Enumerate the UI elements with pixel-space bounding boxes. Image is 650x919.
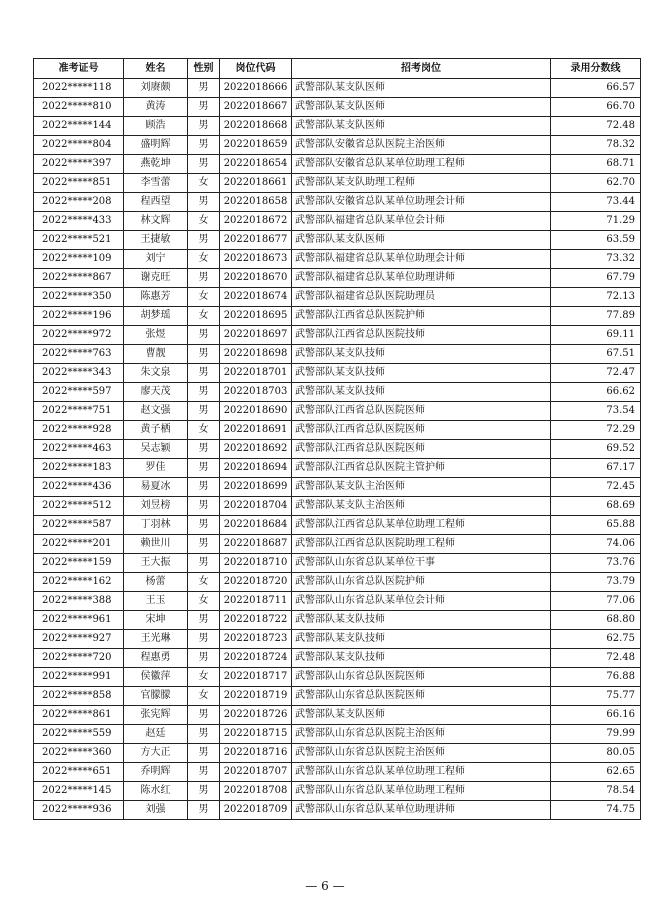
position-code-cell: 2022018672 — [220, 212, 292, 231]
gender-cell: 女 — [188, 668, 220, 687]
gender-cell: 男 — [188, 440, 220, 459]
position-code-cell: 2022018709 — [220, 801, 292, 820]
position-code-cell: 2022018697 — [220, 326, 292, 345]
page-number: — 6 — — [305, 879, 345, 893]
name-cell: 官朦朦 — [124, 687, 188, 706]
name-cell: 赵廷 — [124, 725, 188, 744]
gender-cell: 女 — [188, 288, 220, 307]
score-cell: 66.70 — [551, 98, 641, 117]
position-code-cell: 2022018722 — [220, 611, 292, 630]
name-cell: 王光琳 — [124, 630, 188, 649]
position-code-cell: 2022018674 — [220, 288, 292, 307]
header-name: 姓名 — [124, 59, 188, 79]
gender-cell: 女 — [188, 250, 220, 269]
position-cell: 武警部队福建省总队某单位会计师 — [292, 212, 551, 231]
score-cell: 74.75 — [551, 801, 641, 820]
table-row — [34, 592, 641, 611]
gender-cell: 男 — [188, 763, 220, 782]
table-row — [34, 288, 641, 307]
name-cell: 林文辉 — [124, 212, 188, 231]
score-cell: 77.06 — [551, 592, 641, 611]
position-code-cell: 2022018659 — [220, 136, 292, 155]
exam-id-cell: 2022*****559 — [34, 725, 124, 744]
table-row — [34, 763, 641, 782]
position-cell: 武警部队山东省总队某单位助理讲师 — [292, 801, 551, 820]
gender-cell: 男 — [188, 725, 220, 744]
score-cell: 67.17 — [551, 459, 641, 478]
table-row — [34, 193, 641, 212]
name-cell: 罗佳 — [124, 459, 188, 478]
name-cell: 廖天茂 — [124, 383, 188, 402]
table-row — [34, 459, 641, 478]
position-code-cell: 2022018687 — [220, 535, 292, 554]
exam-id-cell: 2022*****521 — [34, 231, 124, 250]
gender-cell: 男 — [188, 535, 220, 554]
position-code-cell: 2022018698 — [220, 345, 292, 364]
name-cell: 王大振 — [124, 554, 188, 573]
name-cell: 胡梦瑶 — [124, 307, 188, 326]
position-cell: 武警部队江西省总队医院医师 — [292, 402, 551, 421]
exam-id-cell: 2022*****720 — [34, 649, 124, 668]
table-row — [34, 269, 641, 288]
position-cell: 武警部队山东省总队医院主治医师 — [292, 744, 551, 763]
gender-cell: 男 — [188, 155, 220, 174]
position-code-cell: 2022018724 — [220, 649, 292, 668]
table-row — [34, 535, 641, 554]
gender-cell: 男 — [188, 402, 220, 421]
position-cell: 武警部队某支队技师 — [292, 383, 551, 402]
score-cell: 68.69 — [551, 497, 641, 516]
gender-cell: 男 — [188, 98, 220, 117]
table-row — [34, 573, 641, 592]
exam-id-cell: 2022*****360 — [34, 744, 124, 763]
name-cell: 刘强 — [124, 801, 188, 820]
name-cell: 赖世川 — [124, 535, 188, 554]
table-row — [34, 326, 641, 345]
table-row — [34, 497, 641, 516]
position-code-cell: 2022018661 — [220, 174, 292, 193]
name-cell: 黄子栖 — [124, 421, 188, 440]
score-cell: 72.13 — [551, 288, 641, 307]
position-cell: 武警部队某支队技师 — [292, 364, 551, 383]
position-cell: 武警部队江西省总队医院护师 — [292, 307, 551, 326]
name-cell: 乔明辉 — [124, 763, 188, 782]
name-cell: 杨蕾 — [124, 573, 188, 592]
table-row — [34, 668, 641, 687]
exam-id-cell: 2022*****991 — [34, 668, 124, 687]
position-cell: 武警部队山东省总队医院医师 — [292, 668, 551, 687]
name-cell: 侯徽萍 — [124, 668, 188, 687]
position-code-cell: 2022018694 — [220, 459, 292, 478]
exam-id-cell: 2022*****162 — [34, 573, 124, 592]
exam-id-cell: 2022*****183 — [34, 459, 124, 478]
exam-id-cell: 2022*****397 — [34, 155, 124, 174]
position-code-cell: 2022018673 — [220, 250, 292, 269]
name-cell: 黄涛 — [124, 98, 188, 117]
score-cell: 77.89 — [551, 307, 641, 326]
table-row — [34, 516, 641, 535]
position-cell: 武警部队某支队技师 — [292, 630, 551, 649]
exam-id-cell: 2022*****196 — [34, 307, 124, 326]
position-code-cell: 2022018707 — [220, 763, 292, 782]
table-row — [34, 611, 641, 630]
position-code-cell: 2022018692 — [220, 440, 292, 459]
score-cell: 66.62 — [551, 383, 641, 402]
score-cell: 69.11 — [551, 326, 641, 345]
header-position-code: 岗位代码 — [220, 59, 292, 79]
position-cell: 武警部队某支队医师 — [292, 231, 551, 250]
table-row — [34, 79, 641, 98]
position-code-cell: 2022018690 — [220, 402, 292, 421]
position-code-cell: 2022018701 — [220, 364, 292, 383]
position-code-cell: 2022018668 — [220, 117, 292, 136]
position-cell: 武警部队福建省总队某单位助理讲师 — [292, 269, 551, 288]
admission-score-table — [33, 58, 641, 820]
exam-id-cell: 2022*****810 — [34, 98, 124, 117]
exam-id-cell: 2022*****118 — [34, 79, 124, 98]
gender-cell: 男 — [188, 706, 220, 725]
position-code-cell: 2022018717 — [220, 668, 292, 687]
exam-id-cell: 2022*****928 — [34, 421, 124, 440]
position-cell: 武警部队安徽省总队某单位助理会计师 — [292, 193, 551, 212]
score-cell: 73.76 — [551, 554, 641, 573]
table-row — [34, 725, 641, 744]
exam-id-cell: 2022*****201 — [34, 535, 124, 554]
exam-id-cell: 2022*****145 — [34, 782, 124, 801]
gender-cell: 男 — [188, 801, 220, 820]
exam-id-cell: 2022*****144 — [34, 117, 124, 136]
score-cell: 79.99 — [551, 725, 641, 744]
score-cell: 72.47 — [551, 364, 641, 383]
gender-cell: 男 — [188, 497, 220, 516]
position-code-cell: 2022018670 — [220, 269, 292, 288]
exam-id-cell: 2022*****463 — [34, 440, 124, 459]
position-cell: 武警部队山东省总队医院主治医师 — [292, 725, 551, 744]
exam-id-cell: 2022*****597 — [34, 383, 124, 402]
name-cell: 宋坤 — [124, 611, 188, 630]
score-cell: 68.71 — [551, 155, 641, 174]
position-cell: 武警部队某支队医师 — [292, 98, 551, 117]
name-cell: 张宪辉 — [124, 706, 188, 725]
score-cell: 73.54 — [551, 402, 641, 421]
table-row — [34, 421, 641, 440]
position-cell: 武警部队某支队主治医师 — [292, 497, 551, 516]
table-row — [34, 231, 641, 250]
exam-id-cell: 2022*****751 — [34, 402, 124, 421]
gender-cell: 男 — [188, 193, 220, 212]
position-code-cell: 2022018703 — [220, 383, 292, 402]
table-row — [34, 136, 641, 155]
name-cell: 谢克旺 — [124, 269, 188, 288]
position-cell: 武警部队某支队医师 — [292, 117, 551, 136]
score-cell: 73.79 — [551, 573, 641, 592]
position-code-cell: 2022018695 — [220, 307, 292, 326]
name-cell: 陈惠芳 — [124, 288, 188, 307]
exam-id-cell: 2022*****343 — [34, 364, 124, 383]
table-row — [34, 307, 641, 326]
position-cell: 武警部队某支队技师 — [292, 649, 551, 668]
score-cell: 67.79 — [551, 269, 641, 288]
table-header-row — [34, 59, 641, 79]
header-exam-id: 准考证号 — [34, 59, 124, 79]
score-cell: 68.80 — [551, 611, 641, 630]
table-row — [34, 345, 641, 364]
score-cell: 66.16 — [551, 706, 641, 725]
gender-cell: 男 — [188, 744, 220, 763]
name-cell: 张煜 — [124, 326, 188, 345]
table-body — [34, 79, 641, 820]
score-cell: 80.05 — [551, 744, 641, 763]
position-cell: 武警部队某支队技师 — [292, 611, 551, 630]
score-cell: 78.32 — [551, 136, 641, 155]
position-code-cell: 2022018691 — [220, 421, 292, 440]
gender-cell: 男 — [188, 269, 220, 288]
name-cell: 顾浩 — [124, 117, 188, 136]
score-cell: 72.29 — [551, 421, 641, 440]
table-row — [34, 744, 641, 763]
score-cell: 71.29 — [551, 212, 641, 231]
score-cell: 73.44 — [551, 193, 641, 212]
position-cell: 武警部队某支队主治医师 — [292, 478, 551, 497]
table-row — [34, 706, 641, 725]
score-cell: 69.52 — [551, 440, 641, 459]
gender-cell: 女 — [188, 687, 220, 706]
exam-id-cell: 2022*****858 — [34, 687, 124, 706]
name-cell: 曹靓 — [124, 345, 188, 364]
position-code-cell: 2022018716 — [220, 744, 292, 763]
name-cell: 易夏冰 — [124, 478, 188, 497]
exam-id-cell: 2022*****159 — [34, 554, 124, 573]
score-cell: 62.70 — [551, 174, 641, 193]
position-cell: 武警部队江西省总队医院主管护师 — [292, 459, 551, 478]
name-cell: 刘昱榜 — [124, 497, 188, 516]
score-cell: 75.77 — [551, 687, 641, 706]
table-row — [34, 402, 641, 421]
position-cell: 武警部队福建省总队医院助理员 — [292, 288, 551, 307]
score-cell: 73.32 — [551, 250, 641, 269]
score-cell: 72.45 — [551, 478, 641, 497]
gender-cell: 男 — [188, 611, 220, 630]
position-code-cell: 2022018704 — [220, 497, 292, 516]
exam-id-cell: 2022*****433 — [34, 212, 124, 231]
position-cell: 武警部队某支队技师 — [292, 345, 551, 364]
position-code-cell: 2022018723 — [220, 630, 292, 649]
table-row — [34, 782, 641, 801]
exam-id-cell: 2022*****651 — [34, 763, 124, 782]
score-cell: 76.88 — [551, 668, 641, 687]
position-code-cell: 2022018710 — [220, 554, 292, 573]
position-cell: 武警部队某支队助理工程师 — [292, 174, 551, 193]
gender-cell: 男 — [188, 782, 220, 801]
table-row — [34, 364, 641, 383]
exam-id-cell: 2022*****867 — [34, 269, 124, 288]
position-code-cell: 2022018708 — [220, 782, 292, 801]
score-cell: 62.75 — [551, 630, 641, 649]
exam-id-cell: 2022*****350 — [34, 288, 124, 307]
name-cell: 刘赓颇 — [124, 79, 188, 98]
score-cell: 65.88 — [551, 516, 641, 535]
table-row — [34, 117, 641, 136]
position-code-cell: 2022018719 — [220, 687, 292, 706]
table-row — [34, 155, 641, 174]
gender-cell: 男 — [188, 117, 220, 136]
score-cell: 74.06 — [551, 535, 641, 554]
gender-cell: 女 — [188, 212, 220, 231]
position-code-cell: 2022018699 — [220, 478, 292, 497]
table-row — [34, 554, 641, 573]
gender-cell: 男 — [188, 630, 220, 649]
position-cell: 武警部队山东省总队某单位会计师 — [292, 592, 551, 611]
gender-cell: 男 — [188, 459, 220, 478]
score-cell: 78.54 — [551, 782, 641, 801]
exam-id-cell: 2022*****763 — [34, 345, 124, 364]
position-cell: 武警部队山东省总队医院医师 — [292, 687, 551, 706]
gender-cell: 男 — [188, 326, 220, 345]
score-cell: 72.48 — [551, 117, 641, 136]
name-cell: 李雪蕾 — [124, 174, 188, 193]
position-cell: 武警部队江西省总队医院医师 — [292, 440, 551, 459]
position-cell: 武警部队江西省总队医院医师 — [292, 421, 551, 440]
position-cell: 武警部队山东省总队某单位助理工程师 — [292, 763, 551, 782]
name-cell: 王玉 — [124, 592, 188, 611]
header-position: 招考岗位 — [292, 59, 551, 79]
position-code-cell: 2022018658 — [220, 193, 292, 212]
gender-cell: 男 — [188, 79, 220, 98]
name-cell: 丁羽林 — [124, 516, 188, 535]
position-cell: 武警部队安徽省总队医院主治医师 — [292, 136, 551, 155]
exam-id-cell: 2022*****587 — [34, 516, 124, 535]
gender-cell: 女 — [188, 307, 220, 326]
table-row — [34, 630, 641, 649]
exam-id-cell: 2022*****972 — [34, 326, 124, 345]
position-cell: 武警部队某支队医师 — [292, 706, 551, 725]
table-row — [34, 649, 641, 668]
gender-cell: 男 — [188, 364, 220, 383]
exam-id-cell: 2022*****388 — [34, 592, 124, 611]
name-cell: 方大正 — [124, 744, 188, 763]
name-cell: 陈水红 — [124, 782, 188, 801]
gender-cell: 男 — [188, 649, 220, 668]
name-cell: 燕乾坤 — [124, 155, 188, 174]
exam-id-cell: 2022*****861 — [34, 706, 124, 725]
position-code-cell: 2022018726 — [220, 706, 292, 725]
gender-cell: 男 — [188, 383, 220, 402]
header-gender: 性别 — [188, 59, 220, 79]
position-code-cell: 2022018720 — [220, 573, 292, 592]
score-cell: 67.51 — [551, 345, 641, 364]
position-code-cell: 2022018711 — [220, 592, 292, 611]
position-code-cell: 2022018677 — [220, 231, 292, 250]
position-code-cell: 2022018654 — [220, 155, 292, 174]
name-cell: 程西望 — [124, 193, 188, 212]
table-row — [34, 801, 641, 820]
header-score-line: 录用分数线 — [551, 59, 641, 79]
position-cell: 武警部队江西省总队医院助理工程师 — [292, 535, 551, 554]
position-cell: 武警部队江西省总队某单位助理工程师 — [292, 516, 551, 535]
exam-id-cell: 2022*****851 — [34, 174, 124, 193]
gender-cell: 女 — [188, 174, 220, 193]
exam-id-cell: 2022*****927 — [34, 630, 124, 649]
exam-id-cell: 2022*****436 — [34, 478, 124, 497]
position-code-cell: 2022018667 — [220, 98, 292, 117]
position-code-cell: 2022018684 — [220, 516, 292, 535]
position-cell: 武警部队安徽省总队某单位助理工程师 — [292, 155, 551, 174]
gender-cell: 女 — [188, 573, 220, 592]
name-cell: 王捷敏 — [124, 231, 188, 250]
table-row — [34, 250, 641, 269]
name-cell: 程惠勇 — [124, 649, 188, 668]
position-code-cell: 2022018715 — [220, 725, 292, 744]
name-cell: 刘宁 — [124, 250, 188, 269]
table-row — [34, 440, 641, 459]
position-cell: 武警部队某支队医师 — [292, 79, 551, 98]
name-cell: 吴志颖 — [124, 440, 188, 459]
name-cell: 朱文泉 — [124, 364, 188, 383]
table-row — [34, 212, 641, 231]
exam-id-cell: 2022*****961 — [34, 611, 124, 630]
name-cell: 盛明辉 — [124, 136, 188, 155]
exam-id-cell: 2022*****512 — [34, 497, 124, 516]
position-code-cell: 2022018666 — [220, 79, 292, 98]
score-cell: 72.48 — [551, 649, 641, 668]
table-row — [34, 174, 641, 193]
score-cell: 63.59 — [551, 231, 641, 250]
gender-cell: 男 — [188, 231, 220, 250]
table-row — [34, 478, 641, 497]
exam-id-cell: 2022*****109 — [34, 250, 124, 269]
gender-cell: 男 — [188, 516, 220, 535]
gender-cell: 女 — [188, 421, 220, 440]
gender-cell: 男 — [188, 345, 220, 364]
gender-cell: 男 — [188, 136, 220, 155]
score-cell: 66.57 — [551, 79, 641, 98]
gender-cell: 女 — [188, 592, 220, 611]
position-cell: 武警部队山东省总队某单位助理工程师 — [292, 782, 551, 801]
table-row — [34, 687, 641, 706]
exam-id-cell: 2022*****804 — [34, 136, 124, 155]
position-cell: 武警部队福建省总队某单位助理会计师 — [292, 250, 551, 269]
gender-cell: 男 — [188, 478, 220, 497]
position-cell: 武警部队山东省总队医院护师 — [292, 573, 551, 592]
table-row — [34, 383, 641, 402]
exam-id-cell: 2022*****936 — [34, 801, 124, 820]
position-cell: 武警部队山东省总队某单位干事 — [292, 554, 551, 573]
name-cell: 赵文强 — [124, 402, 188, 421]
score-cell: 62.65 — [551, 763, 641, 782]
gender-cell: 男 — [188, 554, 220, 573]
table-row — [34, 98, 641, 117]
position-cell: 武警部队江西省总队医院技师 — [292, 326, 551, 345]
exam-id-cell: 2022*****208 — [34, 193, 124, 212]
